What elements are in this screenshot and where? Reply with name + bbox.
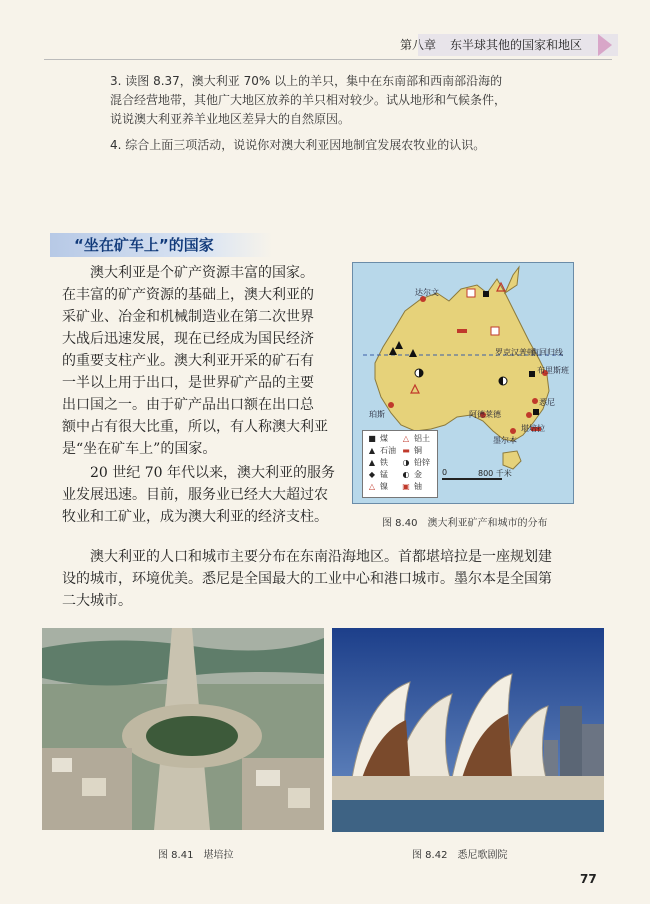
p1-line-1: 澳大利亚是个矿产资源丰富的国家。 xyxy=(90,265,314,281)
paragraph-mining xyxy=(62,262,344,460)
label-sydney: 悉尼 xyxy=(539,398,555,407)
p3-line-1: 澳大利亚的人口和城市主要分布在东南沿海地区。首都堪培拉是一座规划建 xyxy=(90,549,552,565)
australia-landmass xyxy=(375,279,549,441)
opera-tower xyxy=(560,706,582,786)
canberra-building xyxy=(288,788,310,808)
city-sydney xyxy=(532,398,538,404)
legend-nickel xyxy=(367,481,388,492)
symbol-uranium xyxy=(467,289,475,297)
symbol-coal xyxy=(529,371,535,377)
legend-leadzinc-label: 铅锌 xyxy=(414,458,430,467)
legend-gold-label: 金 xyxy=(414,470,422,479)
canberra-photo-svg xyxy=(42,628,324,830)
map-caption: 图 8.40 澳大利亚矿产和城市的分布 xyxy=(382,518,548,529)
bauxite-icon: △ xyxy=(402,434,410,443)
header-arrow-icon xyxy=(598,34,612,56)
coal-icon: ■ xyxy=(368,434,376,443)
canberra-building xyxy=(82,778,106,796)
p2-line-1: 20 世纪 70 年代以来，澳大利亚的服务 xyxy=(90,465,335,481)
city-canberra xyxy=(526,412,532,418)
manganese-icon: ◆ xyxy=(368,470,376,479)
paragraph-services xyxy=(62,462,344,528)
symbol-copper xyxy=(457,329,467,333)
canberra-caption: 图 8.41 堪培拉 xyxy=(158,850,234,861)
legend-bauxite xyxy=(401,433,430,444)
label-rockhampton: 罗克汉普顿 xyxy=(495,348,535,357)
p2-line-2: 业发展迅速。目前，服务业已经大大超过农 xyxy=(62,487,328,503)
running-header xyxy=(400,36,582,53)
copper-icon: ▬ xyxy=(402,446,410,455)
label-perth: 珀斯 xyxy=(369,410,385,419)
p1-line-9: 是“坐在矿车上”的国家。 xyxy=(62,441,217,457)
opera-podium xyxy=(332,776,604,800)
legend-copper xyxy=(401,445,422,456)
legend-uranium xyxy=(401,481,422,492)
opera-caption: 图 8.42 悉尼歌剧院 xyxy=(412,850,508,861)
legend-leadzinc xyxy=(401,457,430,468)
p1-line-3: 采矿业、冶金和机械制造业在第二次世界 xyxy=(62,309,314,325)
opera-water xyxy=(332,800,604,832)
p1-line-5: 的重要支柱产业。澳大利亚开采的矿石有 xyxy=(62,353,314,369)
canberra-photo xyxy=(42,628,324,830)
page-number: 77 xyxy=(580,872,597,886)
activity-4 xyxy=(110,136,580,155)
legend-manganese-label: 锰 xyxy=(380,470,388,479)
legend-uranium-label: 铀 xyxy=(414,482,422,491)
cape-york xyxy=(505,267,519,293)
legend-oil-label: 石油 xyxy=(380,446,396,455)
gold-icon: ◐ xyxy=(402,470,410,479)
section-title: “坐在矿车上”的国家 xyxy=(74,236,214,254)
chapter-label: 第八章 xyxy=(400,38,437,52)
symbol-uranium xyxy=(491,327,499,335)
canberra-central-park xyxy=(146,716,238,756)
canberra-building xyxy=(256,770,280,786)
symbol-coal xyxy=(483,291,489,297)
opera-house-photo-svg xyxy=(332,628,604,832)
activity-3-line-2: 混合经营地带，其他广大地区放养的羊只相对较少。试从地形和气候条件， xyxy=(110,93,507,107)
opera-house-photo xyxy=(332,628,604,832)
legend-coal xyxy=(367,433,388,444)
canberra-block-right xyxy=(242,758,324,830)
legend-nickel-label: 镍 xyxy=(380,482,388,491)
activity-3 xyxy=(110,72,580,129)
p1-line-8: 额中占有很大比重，所以，有人称澳大利亚 xyxy=(62,419,328,435)
oil-icon: ▲ xyxy=(368,446,376,455)
label-adelaide: 阿德莱德 xyxy=(469,410,501,419)
legend-coal-label: 煤 xyxy=(380,434,388,443)
chapter-title: 东半球其他的国家和地区 xyxy=(450,38,583,52)
scale-zero: 0 xyxy=(442,468,448,477)
label-canberra: 堪培拉 xyxy=(521,424,545,433)
label-melbourne: 墨尔本 xyxy=(493,436,517,445)
city-perth xyxy=(388,402,394,408)
paragraph-cities xyxy=(62,546,602,612)
iron-icon: ▲ xyxy=(368,458,376,467)
p1-line-7: 出口国之一。由于矿产品出口额在出口总 xyxy=(62,397,314,413)
legend-iron xyxy=(367,457,388,468)
leadzinc-icon: ◑ xyxy=(402,458,410,467)
activity-3-line-1: 3. 读图 8.37，澳大利亚 70% 以上的羊只，集中在东南部和西南部沿海的 xyxy=(110,74,503,88)
scale-label: 800 千米 xyxy=(478,469,512,478)
label-tropic: 南回归线 xyxy=(531,348,563,357)
legend-copper-label: 铜 xyxy=(414,446,422,455)
map-legend xyxy=(362,430,438,498)
p2-line-3: 牧业和工矿业，成为澳大利亚的经济支柱。 xyxy=(62,509,328,525)
label-darwin: 达尔文 xyxy=(415,288,439,297)
canberra-building xyxy=(52,758,72,772)
p1-line-2: 在丰富的矿产资源的基础上，澳大利亚的 xyxy=(62,287,314,303)
activity-4-line: 4. 综合上面三项活动，说说你对澳大利亚因地制宜发展农牧业的认识。 xyxy=(110,138,486,152)
label-brisbane: 布里斯班 xyxy=(537,366,569,375)
legend-oil xyxy=(367,445,396,456)
symbol-coal xyxy=(533,409,539,415)
city-melbourne xyxy=(510,428,516,434)
p1-line-6: 一半以上用于出口，是世界矿产品的主要 xyxy=(62,375,314,391)
p3-line-3: 二大城市。 xyxy=(62,593,132,609)
nickel-icon: △ xyxy=(368,482,376,491)
p1-line-4: 大战后迅速发展，现在已经成为国民经济 xyxy=(62,331,314,347)
activity-3-line-3: 说说澳大利亚养羊业地区差异大的自然原因。 xyxy=(110,112,351,126)
tasmania xyxy=(503,451,521,469)
p3-line-2: 设的城市，环境优美。悉尼是全国最大的工业中心和港口城市。墨尔本是全国第 xyxy=(62,571,552,587)
legend-manganese xyxy=(367,469,388,480)
legend-gold xyxy=(401,469,422,480)
header-divider xyxy=(44,59,612,60)
legend-iron-label: 铁 xyxy=(380,458,388,467)
legend-bauxite-label: 铝土 xyxy=(414,434,430,443)
uranium-icon: ▣ xyxy=(402,482,410,491)
